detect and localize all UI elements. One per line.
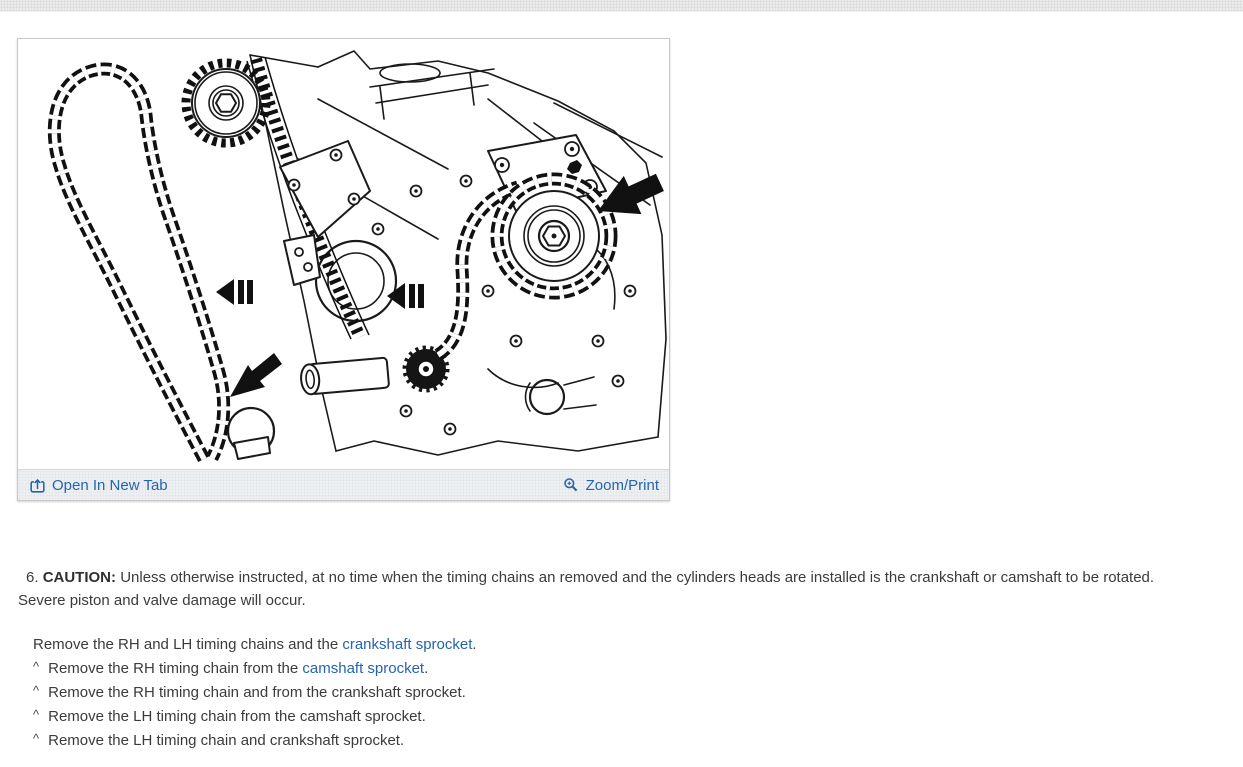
camshaft-sprocket-link[interactable]: camshaft sprocket bbox=[302, 660, 425, 677]
step-number: 6. bbox=[26, 569, 39, 586]
large-solid-arrow bbox=[598, 174, 664, 214]
caution-label: CAUTION: bbox=[42, 569, 117, 586]
figure-toolbar bbox=[18, 469, 669, 500]
step-text: Remove the RH and LH timing chains and the bbox=[33, 636, 343, 653]
page-top-strip bbox=[0, 0, 1243, 12]
caret-marker: ^ bbox=[33, 731, 40, 746]
camshaft-sprocket bbox=[186, 63, 266, 143]
dowel-cylinder bbox=[300, 358, 389, 395]
step-text: Remove the LH timing chain from the camshaft sprocket. bbox=[48, 708, 426, 725]
step-item bbox=[33, 634, 1243, 656]
step-item bbox=[33, 728, 1243, 752]
instructions-section bbox=[0, 566, 1243, 752]
zoom-print-link[interactable] bbox=[563, 470, 659, 501]
caret-marker: ^ bbox=[33, 659, 40, 674]
crankshaft-sprocket-link[interactable]: crankshaft sprocket bbox=[342, 636, 473, 653]
step-text: Remove the LH timing chain and crankshaft sprocket. bbox=[48, 732, 405, 749]
diagram-canvas bbox=[18, 39, 669, 469]
step-text: Remove the RH timing chain and from the crankshaft sprocket. bbox=[48, 684, 466, 701]
caution-line-1 bbox=[18, 566, 1235, 589]
step-text: . bbox=[424, 660, 429, 677]
left-arrow-with-bars-2 bbox=[387, 283, 424, 309]
diagonal-solid-arrow bbox=[230, 353, 282, 397]
zoom-print-label: Zoom/Print bbox=[585, 476, 659, 494]
figure-panel bbox=[17, 38, 670, 501]
open-in-new-tab-icon bbox=[30, 478, 45, 493]
lh-timing-chain bbox=[54, 69, 223, 459]
timing-chain-diagram bbox=[18, 39, 669, 469]
step-item bbox=[33, 656, 1243, 680]
caution-line-2: Severe piston and valve damage will occur. bbox=[18, 592, 306, 609]
left-arrow-with-bars-1 bbox=[216, 279, 253, 305]
step-text: . bbox=[472, 636, 477, 653]
caret-marker: ^ bbox=[33, 683, 40, 698]
caret-marker: ^ bbox=[33, 707, 40, 722]
step-item bbox=[33, 704, 1243, 728]
open-in-new-tab-link[interactable] bbox=[30, 470, 168, 501]
zoom-magnifier-icon bbox=[563, 477, 579, 493]
step-list bbox=[0, 634, 1243, 752]
open-in-new-tab-label: Open In New Tab bbox=[52, 476, 168, 494]
caution-paragraph bbox=[0, 566, 1243, 612]
step-item bbox=[33, 680, 1243, 704]
caution-text-1: Unless otherwise instructed, at no time when the timing chains an removed and the cylinders heads are installed is the crankshaft or camshaft to be rotated. bbox=[120, 569, 1155, 586]
step-text: Remove the RH timing chain from the bbox=[48, 660, 303, 677]
